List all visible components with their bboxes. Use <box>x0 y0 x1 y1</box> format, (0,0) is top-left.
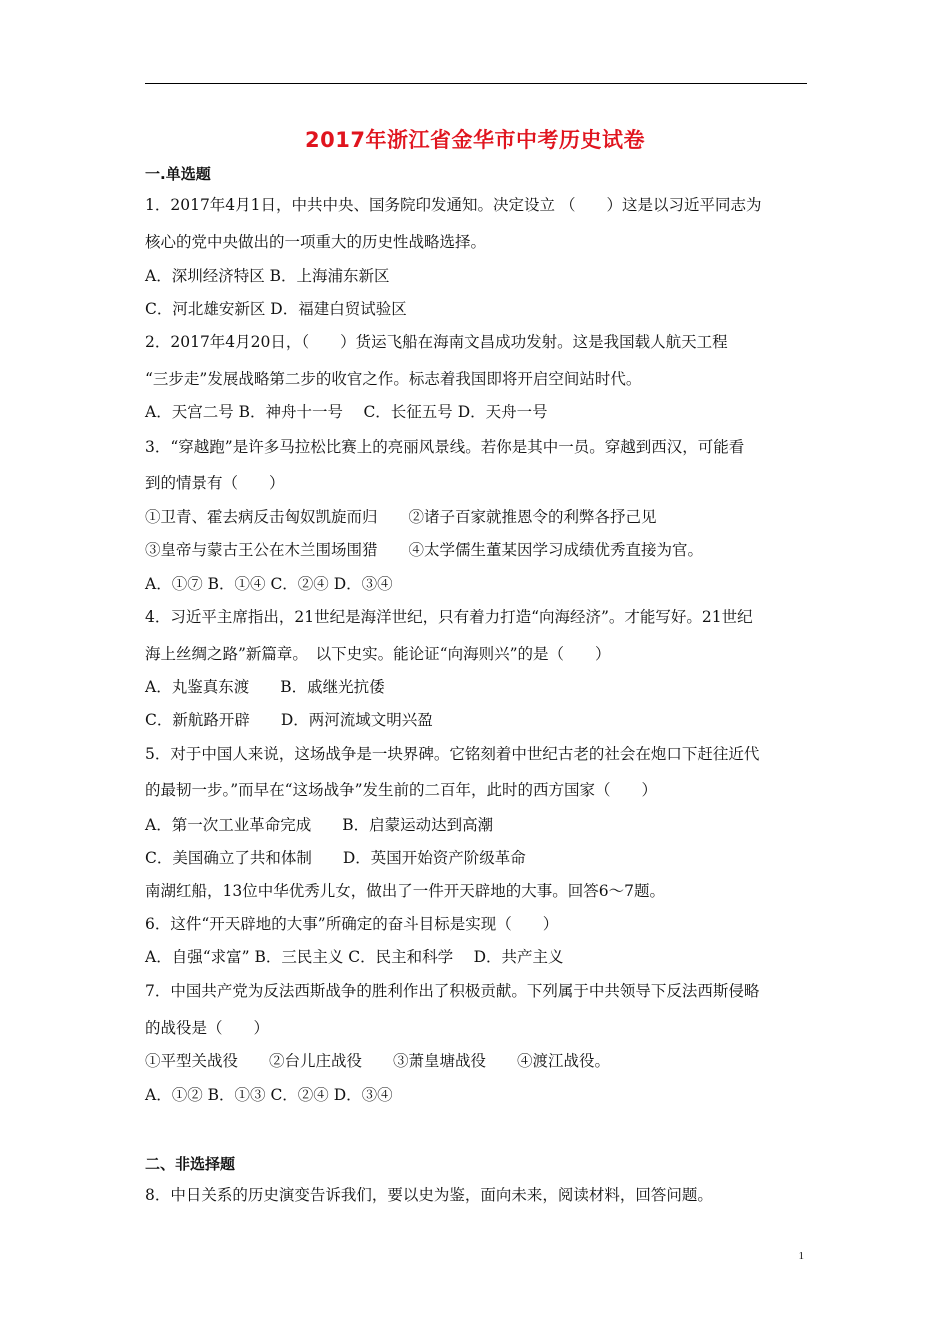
text-line: 3．“穿越跑”是许多马拉松比赛上的亮丽风景线。若你是其中一员。穿越到西汉，可能看 <box>145 438 745 456</box>
text-line: 6．这件“开天辟地的大事”所确定的奋斗目标是实现（ ） <box>145 915 559 933</box>
section-heading-non-choice: 二、非选择题 <box>145 1155 236 1173</box>
text-line: 南湖红船，13位中华优秀儿女，做出了一件开天辟地的大事。回答6～7题。 <box>145 882 665 900</box>
option-line: A．第一次工业革命完成 B．启蒙运动达到高潮 <box>145 816 494 834</box>
option-line: A．天宫二号 B．神舟十一号 C．长征五号 D．天舟一号 <box>145 403 548 421</box>
text-line: 核心的党中央做出的一项重大的历史性战略选择。 <box>145 233 487 251</box>
option-line: A．①⑦ B．①④ C．②④ D．③④ <box>145 575 393 593</box>
option-line: ①平型关战役 ②台儿庄战役 ③萧皇塘战役 ④渡江战役。 <box>145 1052 611 1070</box>
text-line: 5．对于中国人来说，这场战争是一块界碑。它铭刻着中世纪古老的社会在炮口下赶往近代 <box>145 745 760 763</box>
page-number: 1 <box>798 1250 804 1262</box>
option-line: C．新航路开辟 D．两河流域文明兴盈 <box>145 711 433 729</box>
page-title: 2017年浙江省金华市中考历史试卷 <box>305 128 645 152</box>
text-line: 8．中日关系的历史演变告诉我们，要以史为鉴，面向未来，阅读材料，回答问题。 <box>145 1186 713 1204</box>
text-line: 海上丝绸之路”新篇章。 以下史实。能论证“向海则兴”的是（ ） <box>145 645 611 663</box>
text-line: 4．习近平主席指出，21世纪是海洋世纪，只有着力打造“向海经济”。才能写好。21世纪 <box>145 608 753 626</box>
option-line: A．①② B．①③ C．②④ D．③④ <box>145 1086 393 1104</box>
text-line: 的最韧一步。”而早在“这场战争”发生前的二百年，此时的西方国家（ ） <box>145 781 658 799</box>
section-heading-single-choice: 一.单选题 <box>145 165 211 183</box>
text-line: 的战役是（ ） <box>145 1019 270 1037</box>
option-line: C．河北雄安新区 D．福建白贸试验区 <box>145 300 407 318</box>
text-line: 2．2017年4月20日，（ ）货运飞船在海南文昌成功发射。这是我国载人航天工程 <box>145 333 728 351</box>
text-line: 1．2017年4月1日，中共中央、国务院印发通知。决定设立 （ ）这是以习近平同志为 <box>145 196 762 214</box>
option-line: A．丸鉴真东渡 B．戚继光抗倭 <box>145 678 385 696</box>
top-rule <box>145 83 807 84</box>
text-line: 到的情景有（ ） <box>145 474 285 492</box>
option-line: A．自强“求富” B．三民主义 C．民主和科学 D．共产主义 <box>145 948 564 966</box>
option-line: C．美国确立了共和体制 D．英国开始资产阶级革命 <box>145 849 526 867</box>
text-line: “三步走”发展战略第二步的收官之作。标志着我国即将开启空间站时代。 <box>145 370 642 388</box>
option-line: ①卫青、霍去病反击匈奴凯旋而归 ②诸子百家就推恩令的利弊各抒己见 <box>145 508 657 526</box>
option-line: ③皇帝与蒙古王公在木兰围场围猎 ④太学儒生董某因学习成绩优秀直接为官。 <box>145 541 704 559</box>
option-line: A．深圳经济特区 B．上海浦东新区 <box>145 267 390 285</box>
text-line: 7．中国共产党为反法西斯战争的胜利作出了积极贡献。下列属于中共领导下反法西斯侵略 <box>145 982 760 1000</box>
